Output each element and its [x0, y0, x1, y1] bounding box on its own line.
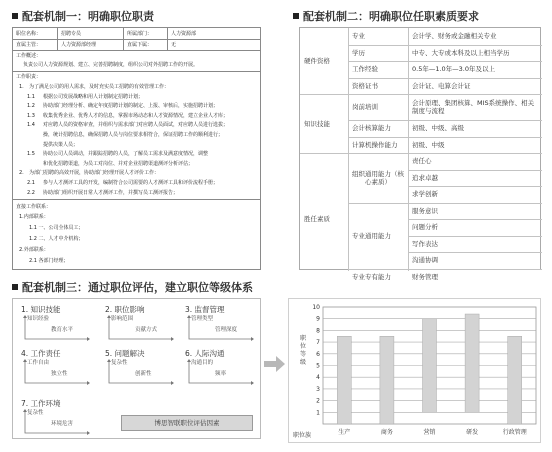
y-tick-label: 3	[316, 385, 320, 393]
duty-number: 1.	[19, 84, 24, 90]
requirement-name: 岗前培训	[352, 103, 378, 111]
requirement-name: 专业通用能力	[352, 231, 391, 240]
requirement-value: 沟通协调	[412, 256, 438, 265]
bullet-square-icon	[12, 13, 18, 19]
duty-text: 协助公司人员调动，并跟踪招聘的人员，了解员工需求及满意度情况，调整	[43, 151, 209, 158]
y-tick-label: 7	[316, 339, 320, 347]
row-divider	[408, 252, 542, 253]
row-divider	[300, 94, 542, 95]
requirement-value: 会计原理、集团核算、MIS系统操作、相关制度与流程	[412, 99, 535, 115]
requirement-name: 会计核算能力	[352, 124, 391, 133]
contacts-label: 直接工作联系：	[16, 204, 52, 210]
factor-sub: 复杂性	[27, 410, 44, 416]
row-divider	[408, 236, 542, 237]
requirement-value: 责任心	[412, 157, 432, 166]
duties-label: 工作职责：	[16, 74, 42, 80]
y-tick-label: 6	[316, 350, 320, 358]
evaluation-footer-box	[121, 415, 253, 431]
requirement-value: 会计证、电算会计证	[412, 81, 471, 90]
job-description-table	[12, 27, 261, 270]
grade-range-bar	[508, 336, 522, 424]
y-tick-label: 1	[316, 409, 320, 417]
requirement-name: 专业	[352, 32, 365, 41]
column-divider	[348, 28, 349, 271]
header-value: 人力资源部经理	[61, 42, 97, 48]
group-name: 知识技能	[304, 119, 330, 128]
header-value: 人力资源部	[171, 31, 197, 37]
contact-item: 2.1 各部门经理；	[29, 258, 69, 264]
bullet-square-icon	[293, 13, 299, 19]
row-divider	[300, 153, 542, 154]
row-divider	[408, 186, 542, 187]
factor-name: 6. 人际沟通	[185, 349, 225, 358]
job-grade-chart	[289, 299, 542, 444]
duty-text: 提供决策人员；	[43, 141, 79, 148]
factor-sub: 频率	[215, 371, 227, 377]
header-label: 职位名称：	[16, 31, 42, 37]
factor-sub: 独立性	[51, 371, 68, 377]
x-category-label: 营销	[423, 429, 436, 436]
factor-sub: 管理深度	[215, 327, 238, 333]
requirement-value: 问题分析	[412, 223, 438, 232]
requirement-value: 服务意识	[412, 206, 438, 215]
x-axis-label: 职位族	[293, 432, 312, 439]
requirement-value: 写作表达	[412, 239, 438, 248]
factor-name: 1. 知识技能	[21, 305, 61, 314]
requirement-value: 0.5年—1.0年—3.0年及以上	[412, 65, 496, 74]
requirement-name: 资格证书	[352, 81, 378, 90]
header-value: 无	[171, 42, 177, 48]
contact-item: 1.2 二、人才中介机构；	[29, 236, 84, 242]
row-divider	[348, 61, 542, 62]
requirement-value: 初级、中级	[412, 140, 445, 149]
row-divider	[348, 137, 542, 138]
factor-name: 4. 工作责任	[21, 349, 61, 358]
duty-number: 1.3	[27, 112, 35, 119]
row-divider	[348, 269, 542, 270]
y-tick-label: 4	[316, 374, 320, 382]
duty-number: 1.4	[27, 122, 35, 129]
requirement-value: 财务管理	[412, 272, 438, 281]
row-divider	[408, 170, 542, 171]
factor-name: 2. 职位影响	[105, 305, 145, 314]
mech2-title: 配套机制二：明确职位任职素质要求	[293, 8, 479, 24]
row-divider	[348, 120, 542, 121]
x-category-label: 商务	[380, 429, 393, 436]
grade-range-bar	[465, 314, 479, 412]
header-label: 所属部门：	[127, 31, 153, 37]
evaluation-factors-panel	[12, 298, 261, 439]
y-tick-label: 9	[316, 315, 320, 323]
duty-text: 操，统计招聘信息，确保招聘人员与岗位要求相符合，保证招聘工作的顺利进行；	[43, 132, 224, 138]
overview-text: 负责公司人力资源规划、建立、完善招聘制度，组织公司对外招聘工作的开展。	[23, 62, 199, 68]
row-divider	[348, 45, 542, 46]
requirement-value: 中专、大专或本科及以上相当学历	[412, 48, 510, 57]
header-value: 招聘专员	[61, 31, 82, 37]
grade-range-bar	[380, 336, 394, 424]
duty-text: 对应聘人员的资格审查，并组织与需求部门对应聘人员面试，对应聘人员进行选拔；	[43, 122, 229, 129]
row-divider	[348, 203, 542, 204]
requirement-value: 求学创新	[412, 190, 438, 199]
factor-name: 7. 工作环境	[21, 399, 61, 408]
external-contacts-head: 2.外部联系：	[19, 247, 49, 253]
bullet-square-icon	[12, 284, 18, 290]
factor-sub: 教育水平	[51, 327, 74, 333]
requirement-value: 初级、中级、高级	[412, 124, 464, 133]
contact-item: 1.1 一、公司全体员工；	[29, 225, 84, 231]
duty-number: 1.2	[27, 103, 35, 110]
y-tick-label: 10	[312, 304, 320, 311]
duty-number: 2.2	[27, 189, 35, 196]
duty-number: 2.1	[27, 180, 35, 186]
requirement-name: 组织通用能力（核心素质）	[352, 169, 404, 186]
factor-name: 5. 问题解决	[105, 349, 145, 358]
duty-number: 2.	[19, 170, 24, 177]
factor-sub: 复杂性	[111, 360, 128, 366]
factor-sub: 环境危害	[51, 421, 74, 427]
grade-range-bar	[337, 336, 351, 424]
duty-text: 为了满足公司的用人需求，及时充实员工招聘的有效管理工作：	[29, 84, 170, 90]
duty-text: 和优化招聘渠道，为员工对岗位、并对企业招聘渠道测评分析评估；	[43, 160, 194, 167]
x-category-label: 生产	[338, 429, 351, 436]
arrow-right-icon	[264, 356, 286, 372]
competency-table	[299, 27, 541, 281]
duty-text: 为部门招聘的高效开展，协助部门经理开展人才评价工作：	[29, 170, 160, 177]
factor-sub: 贡献方式	[135, 327, 158, 333]
duty-text: 根据公司发展战略和用人计划制定招聘计划；	[43, 93, 144, 100]
row-divider	[408, 219, 542, 220]
duty-text: 协助部门组织开展日常人才测评工作，并撰写员工测评报告；	[43, 189, 179, 196]
job-grade-chart-panel	[288, 298, 541, 443]
y-tick-label: 5	[316, 362, 320, 370]
duty-number: 1.1	[27, 93, 35, 100]
factor-sub: 创新性	[135, 371, 152, 377]
requirement-name: 学历	[352, 48, 365, 57]
row-divider	[348, 78, 542, 79]
group-name: 胜任素质	[304, 215, 330, 223]
duty-text: 协助部门经理分析、确定年度招聘计划的制定、上报、审核后，实施招聘计划；	[43, 103, 219, 110]
y-axis-label: 职位等级	[300, 335, 307, 366]
grade-range-bar	[423, 319, 437, 413]
factor-name: 3. 监督管理	[185, 305, 225, 314]
factor-sub: 管理类型	[191, 316, 214, 322]
mech1-title: 配套机制一：明确职位职责	[12, 8, 154, 24]
factor-sub: 知识经验	[27, 316, 50, 322]
column-divider	[408, 28, 409, 271]
requirement-value: 追求卓越	[412, 173, 438, 182]
y-tick-label: 2	[316, 397, 320, 405]
duty-text: 参与人才测评工具的开发，编制符合公司需要的人才测评工具和评价流程手册；	[43, 180, 219, 186]
header-label: 直属下属：	[127, 42, 153, 48]
factor-sub: 沟通目的	[191, 360, 214, 366]
duty-text: 收集优秀企业、优秀人才的信息，掌握市场动态和人才资源情况，建立企业人才库；	[43, 112, 229, 119]
mech3-title: 配套机制三：通过职位评估，建立职位等级体系	[12, 279, 253, 295]
internal-contacts-head: 1.内部联系：	[19, 214, 49, 220]
requirement-name: 计算机操作能力	[352, 140, 398, 149]
group-name: 硬件资格	[304, 57, 330, 65]
x-category-label: 行政管理	[502, 429, 527, 436]
factor-sub: 工作自由	[27, 360, 50, 366]
requirement-value: 会计学、财务或金融相关专业	[412, 32, 497, 41]
evaluation-footer: 博思智联职位评估因素	[154, 419, 220, 427]
requirement-name: 工作经验	[352, 65, 378, 74]
header-label: 直属主管：	[16, 42, 42, 48]
duty-number: 1.5	[27, 151, 35, 158]
factor-sub: 影响范围	[111, 316, 134, 322]
requirement-name: 专业专有能力	[352, 272, 391, 281]
y-tick-label: 8	[316, 327, 320, 335]
x-category-label: 研发	[466, 429, 479, 436]
overview-label: 工作概述：	[16, 53, 42, 59]
